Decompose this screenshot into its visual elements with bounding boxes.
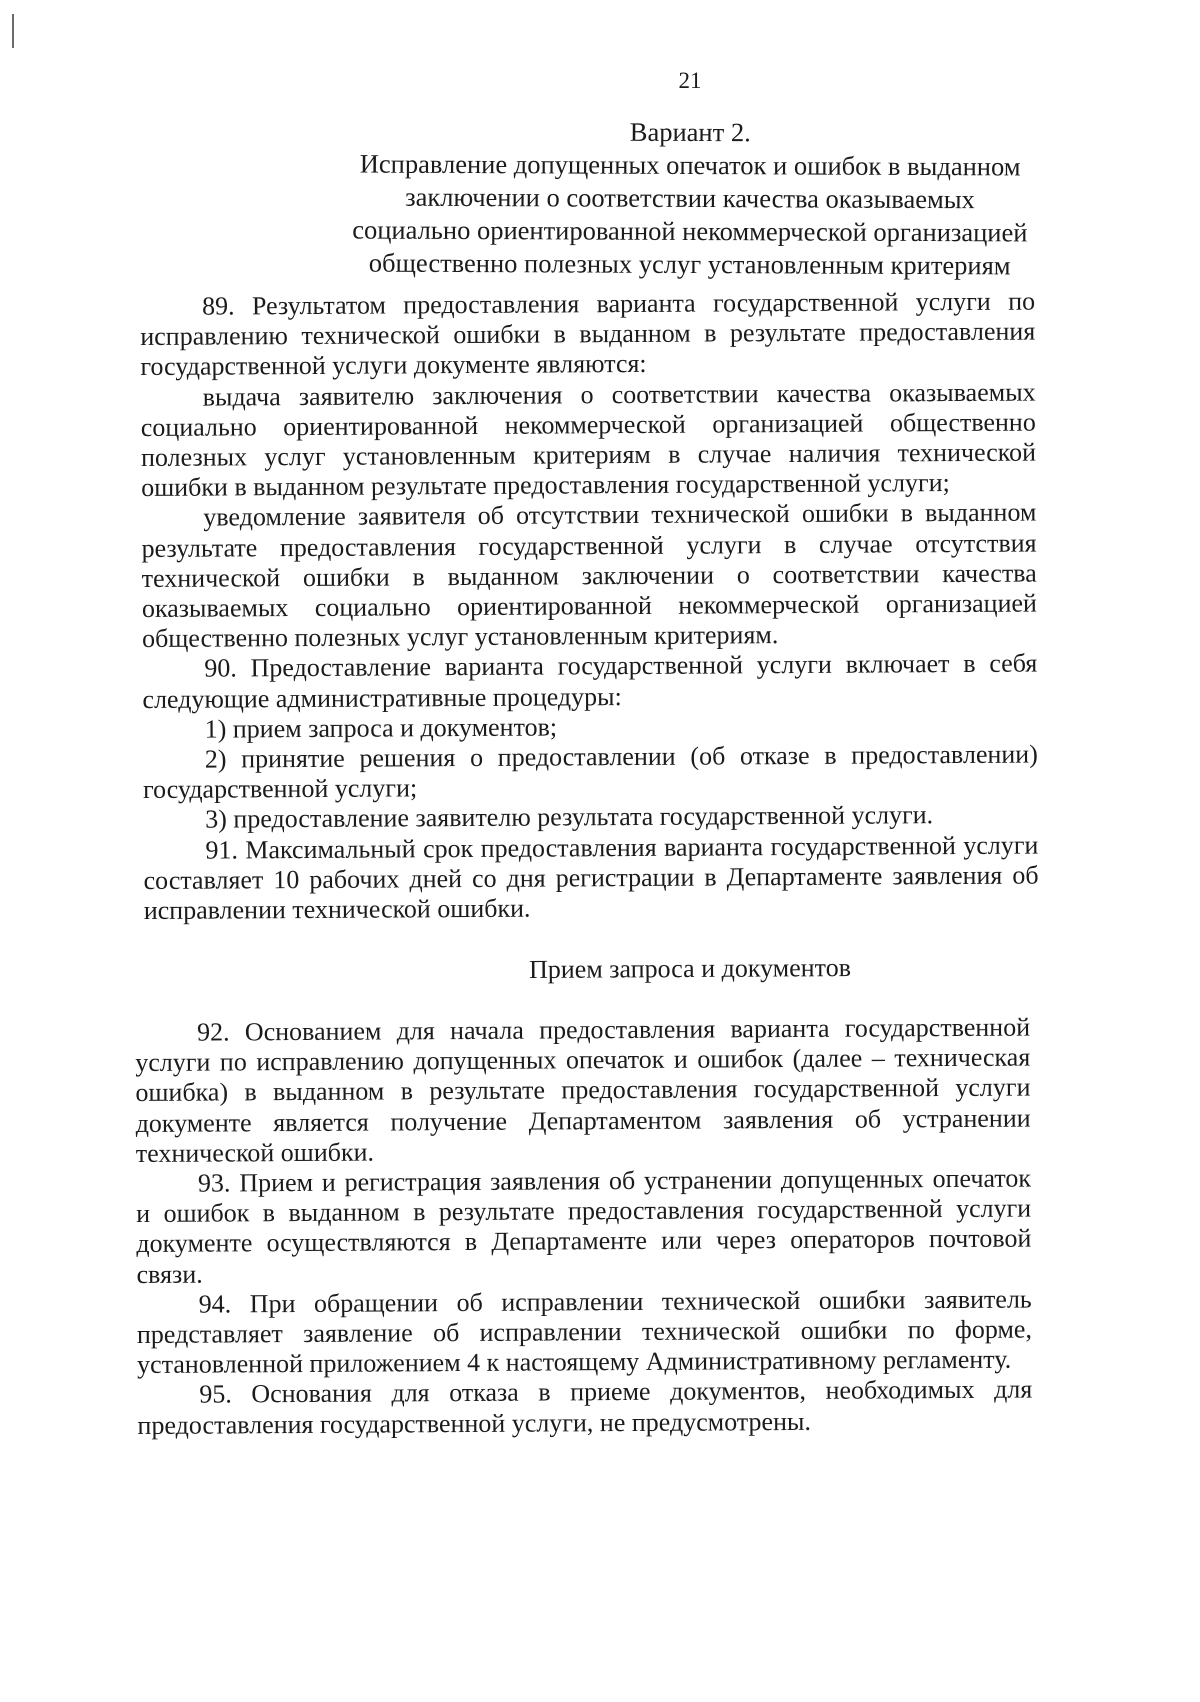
paragraph-89-item-notice: уведомление заявителя об отсутствии технической ошибки в выданном результате предоставления государственной услуги в случае отсутствия технической ошибки в выданном заключении о соответствии качества оказываемых социально ориентированной некоммерческой организацией общественно полезных услуг установленным критериям. — [141, 497, 1038, 654]
body-text-block-1 — [140, 287, 1039, 927]
paragraph-94: 94. При обращении об исправлении технической ошибки заявитель представляет заявление об исправлении технической ошибки по форме, установленной приложением 4 к настоящему Административному регламенту. — [136, 1284, 1033, 1380]
paragraph-90-item-3: 3) предоставление заявителю результата государственной услуги. — [205, 800, 934, 835]
section-title: Прием запроса и документов — [528, 953, 852, 984]
variant-subtitle-line: общественно полезных услуг установленным критериям — [368, 247, 1011, 281]
paragraph-95: 95. Основания для отказа в приеме документов, необходимых для предоставления государственной услуги, не предусмотрены. — [137, 1374, 1033, 1440]
variant-heading — [300, 114, 1081, 282]
variant-subtitle-line: социально ориентированной некоммерческой организацией — [352, 214, 1028, 248]
variant-subtitle-line: Исправление допущенных опечаток и ошибок в выданном — [359, 148, 1021, 182]
paragraph-90-item-1: 1) прием запроса и документов; — [204, 712, 558, 744]
paragraph-89-item-issue: выдача заявителю заключения о соответствии качества оказываемых социально ориентированной некоммерческой организацией общественно полезных услуг установленным критериям в случае наличия технической ошибки в выданном результате предоставления государственной услуги; — [140, 377, 1037, 503]
paragraph-90: 90. Предоставление варианта государственной услуги включает в себя следующие административные процедуры: — [142, 648, 1038, 714]
page-number: 21 — [678, 68, 702, 93]
paragraph-91: 91. Максимальный срок предоставления варианта государственной услуги составляет 10 рабочих дней со дня регистрации в Департаменте заявления об исправлении технической ошибки. — [143, 830, 1039, 926]
paragraph-93: 93. Прием и регистрация заявления об устранении допущенных опечаток и ошибок в выданном в результате предоставления государственной услуги документе осуществляются в Департаменте или через операторов почтовой связи. — [136, 1163, 1032, 1289]
paragraph-89: 89. Результатом предоставления варианта государственной услуги по исправлению технической ошибки в выданном в результате предоставления государственной услуги документе являются: — [140, 286, 1036, 382]
paragraph-90-item-2: 2) принятие решения о предоставлении (об отказе в предоставлении) государственной услуги; — [142, 739, 1038, 805]
variant-subtitle-line: заключении о соответствии качества оказываемых — [405, 181, 975, 215]
body-text-block-2 — [135, 1013, 1033, 1441]
paragraph-92: 92. Основанием для начала предоставления варианта государственной услуги по исправлению допущенных опечаток и ошибок (далее – техническая ошибка) в выданном в результате предоставления государственной услуги документе является получение Департаментом заявления об устранении технической ошибки. — [135, 1012, 1031, 1168]
scan-edge-mark — [12, 14, 14, 48]
variant-title: Вариант 2. — [629, 116, 751, 148]
